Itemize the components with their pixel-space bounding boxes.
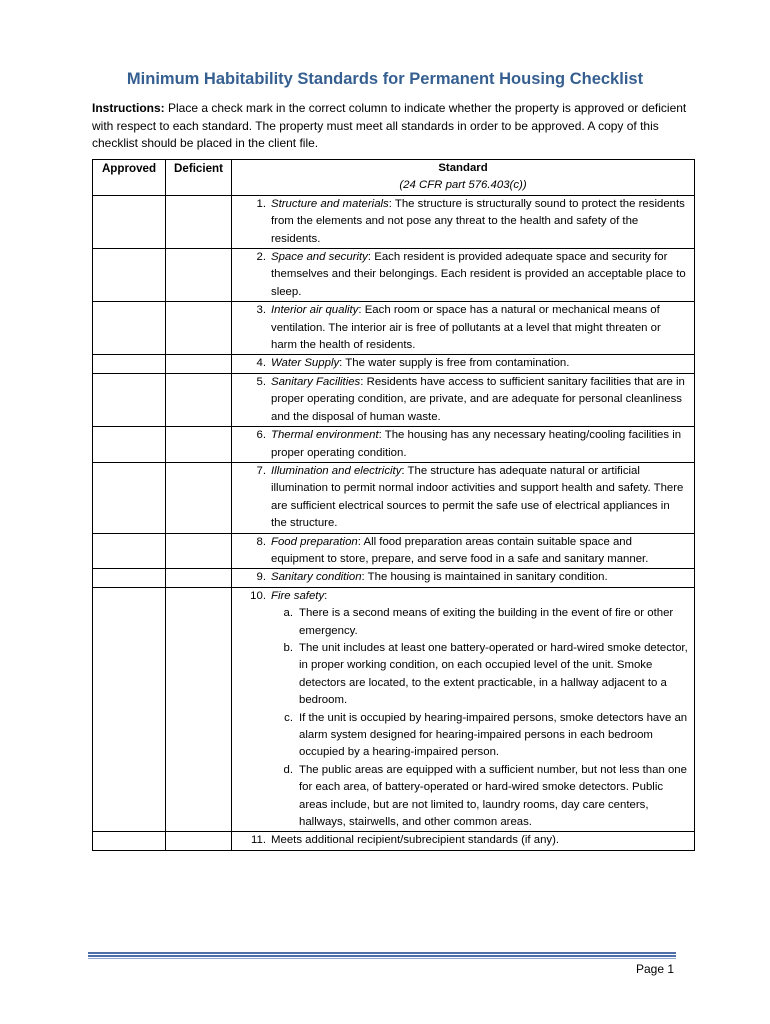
standard-text: : The structure is structurally sound to protect the residents from the elements and not pose any threat to the health and safety of the residents. [271,197,685,245]
standard-text: : The housing has any necessary heating/cooling facilities in proper operating condition. [271,429,682,459]
instructions-label: Instructions: [92,101,165,115]
page-number: Page 1 [636,962,675,976]
standard-column-header [232,160,695,196]
footer-rule [88,952,676,959]
standard-text: : All food preparation areas contain suitable space and equipment to store, prepare, and serve food in a safe and sanitary manner. [271,535,649,565]
fire-safety-item [271,762,688,832]
standard-cell [232,373,695,426]
standard-number: 4. [256,357,266,370]
deficient-check-cell[interactable] [166,569,232,587]
fire-safety-item-letter: c. [284,711,293,724]
standard-cell [232,195,695,248]
table-row [93,249,695,302]
deficient-check-cell[interactable] [166,427,232,463]
deficient-check-cell[interactable] [166,533,232,569]
table-row [93,587,695,832]
table-row [93,373,695,426]
approved-check-cell[interactable] [93,533,166,569]
approved-check-cell[interactable] [93,427,166,463]
approved-check-cell[interactable] [93,832,166,850]
standard-cell [232,533,695,569]
standard-number: 3. [256,304,266,317]
fire-safety-item-letter: a. [283,607,293,620]
standard-number: 9. [256,571,266,584]
approved-check-cell[interactable] [93,195,166,248]
fire-safety-item-letter: d. [283,763,293,776]
table-row [93,195,695,248]
standard-term: Fire safety [271,589,325,602]
standard-number: 6. [256,429,266,442]
instructions [92,100,692,153]
standard-text: : Residents have access to sufficient sanitary facilities that are in proper operating condition, are private, and are adequate for personal cleanliness and the disposal of human waste. [271,375,685,423]
fire-safety-item-text: The public areas are equipped with a sufficient number, but not less than one for each area, of battery-operated or hard-wired smoke detectors. Public areas include, but are not limited to, laundry rooms, day care centers, hallways, stairwells, and other common areas. [299,763,687,829]
approved-check-cell[interactable] [93,302,166,355]
standard-term: Sanitary Facilities [271,375,361,388]
standard-number: 7. [256,464,266,477]
table-row [93,302,695,355]
fire-safety-item [271,640,688,710]
fire-safety-item-letter: b. [283,641,293,654]
approved-check-cell[interactable] [93,587,166,832]
standard-cell [232,249,695,302]
approved-check-cell[interactable] [93,373,166,426]
deficient-check-cell[interactable] [166,587,232,832]
standard-cell [232,427,695,463]
deficient-check-cell[interactable] [166,195,232,248]
fire-safety-item-text: If the unit is occupied by hearing-impaired persons, smoke detectors have an alarm system designed for hearing-impaired persons in each bedroom occupied by a hearing-impaired person. [299,711,688,759]
checklist-table [92,159,695,851]
approved-check-cell[interactable] [93,462,166,533]
approved-check-cell[interactable] [93,569,166,587]
standard-cell [232,355,695,373]
deficient-check-cell[interactable] [166,302,232,355]
standard-text: : The water supply is free from contamination. [339,357,570,370]
approved-check-cell[interactable] [93,249,166,302]
header-row [93,160,695,196]
standard-number: 5. [256,375,266,388]
table-row [93,569,695,587]
standard-number: 1. [256,197,266,210]
deficient-check-cell[interactable] [166,462,232,533]
standard-text: : The housing is maintained in sanitary condition. [361,571,608,584]
approved-column-header: Approved [93,160,166,196]
standard-text: : The structure has adequate natural or artificial illumination to permit normal indoor activities and support health and safety. There are sufficient electrical sources to permit the safe use of electrical appliances in the structure. [271,464,684,530]
fire-safety-item [271,710,688,762]
fire-safety-item [271,605,688,640]
table-row [93,832,695,850]
fire-safety-item-text: There is a second means of exiting the building in the event of fire or other emergency. [299,607,674,637]
standard-cell [232,832,695,850]
standard-text: Meets additional recipient/subrecipient standards (if any). [271,834,560,847]
standard-number: 2. [256,251,266,264]
table-row [93,427,695,463]
standard-number: 11. [251,834,266,847]
standard-term: Sanitary condition [271,571,362,584]
standard-term: Space and security [271,251,368,264]
deficient-column-header: Deficient [166,160,232,196]
standard-cell [232,569,695,587]
standard-header-title: Standard [438,162,488,174]
standard-term: Interior air quality [271,304,359,317]
standard-text: : Each room or space has a natural or mechanical means of ventilation. The interior air is free of pollutants at a level that might threaten or harm the health of residents. [271,304,661,352]
table-row [93,462,695,533]
standard-text: : [324,589,328,602]
deficient-check-cell[interactable] [166,355,232,373]
instructions-text: Place a check mark in the correct column to indicate whether the property is approved or deficient with respect to each standard. The property must meet all standards in order to be approved. A copy of this checklist should be placed in the client file. [92,101,687,150]
deficient-check-cell[interactable] [166,373,232,426]
deficient-check-cell[interactable] [166,249,232,302]
standard-term: Food preparation [271,535,358,548]
standard-term: Water Supply [271,357,340,370]
standard-header-citation: (24 CFR part 576.403(c)) [399,179,527,192]
standard-cell [232,302,695,355]
standard-term: Illumination and electricity [271,464,402,477]
page-title: Minimum Habitability Standards for Permanent Housing Checklist [126,70,644,88]
deficient-check-cell[interactable] [166,832,232,850]
table-row [93,355,695,373]
approved-check-cell[interactable] [93,355,166,373]
standard-term: Thermal environment [271,429,379,442]
standard-number: 10. [250,589,266,602]
standard-term: Structure and materials [271,197,389,210]
table-row [93,533,695,569]
standard-text: : Each resident is provided adequate space and security for themselves and their belongings. Each resident is provided an acceptable place to sleep. [271,251,686,298]
standard-cell [232,462,695,533]
standard-number: 8. [256,535,266,548]
standard-cell [232,587,695,832]
fire-safety-item-text: The unit includes at least one battery-operated or hard-wired smoke detector, in proper working condition, on each occupied level of the unit. Smoke detectors are located, to the extent practicable, in a hallway adjacent to a bedroom. [299,641,688,707]
